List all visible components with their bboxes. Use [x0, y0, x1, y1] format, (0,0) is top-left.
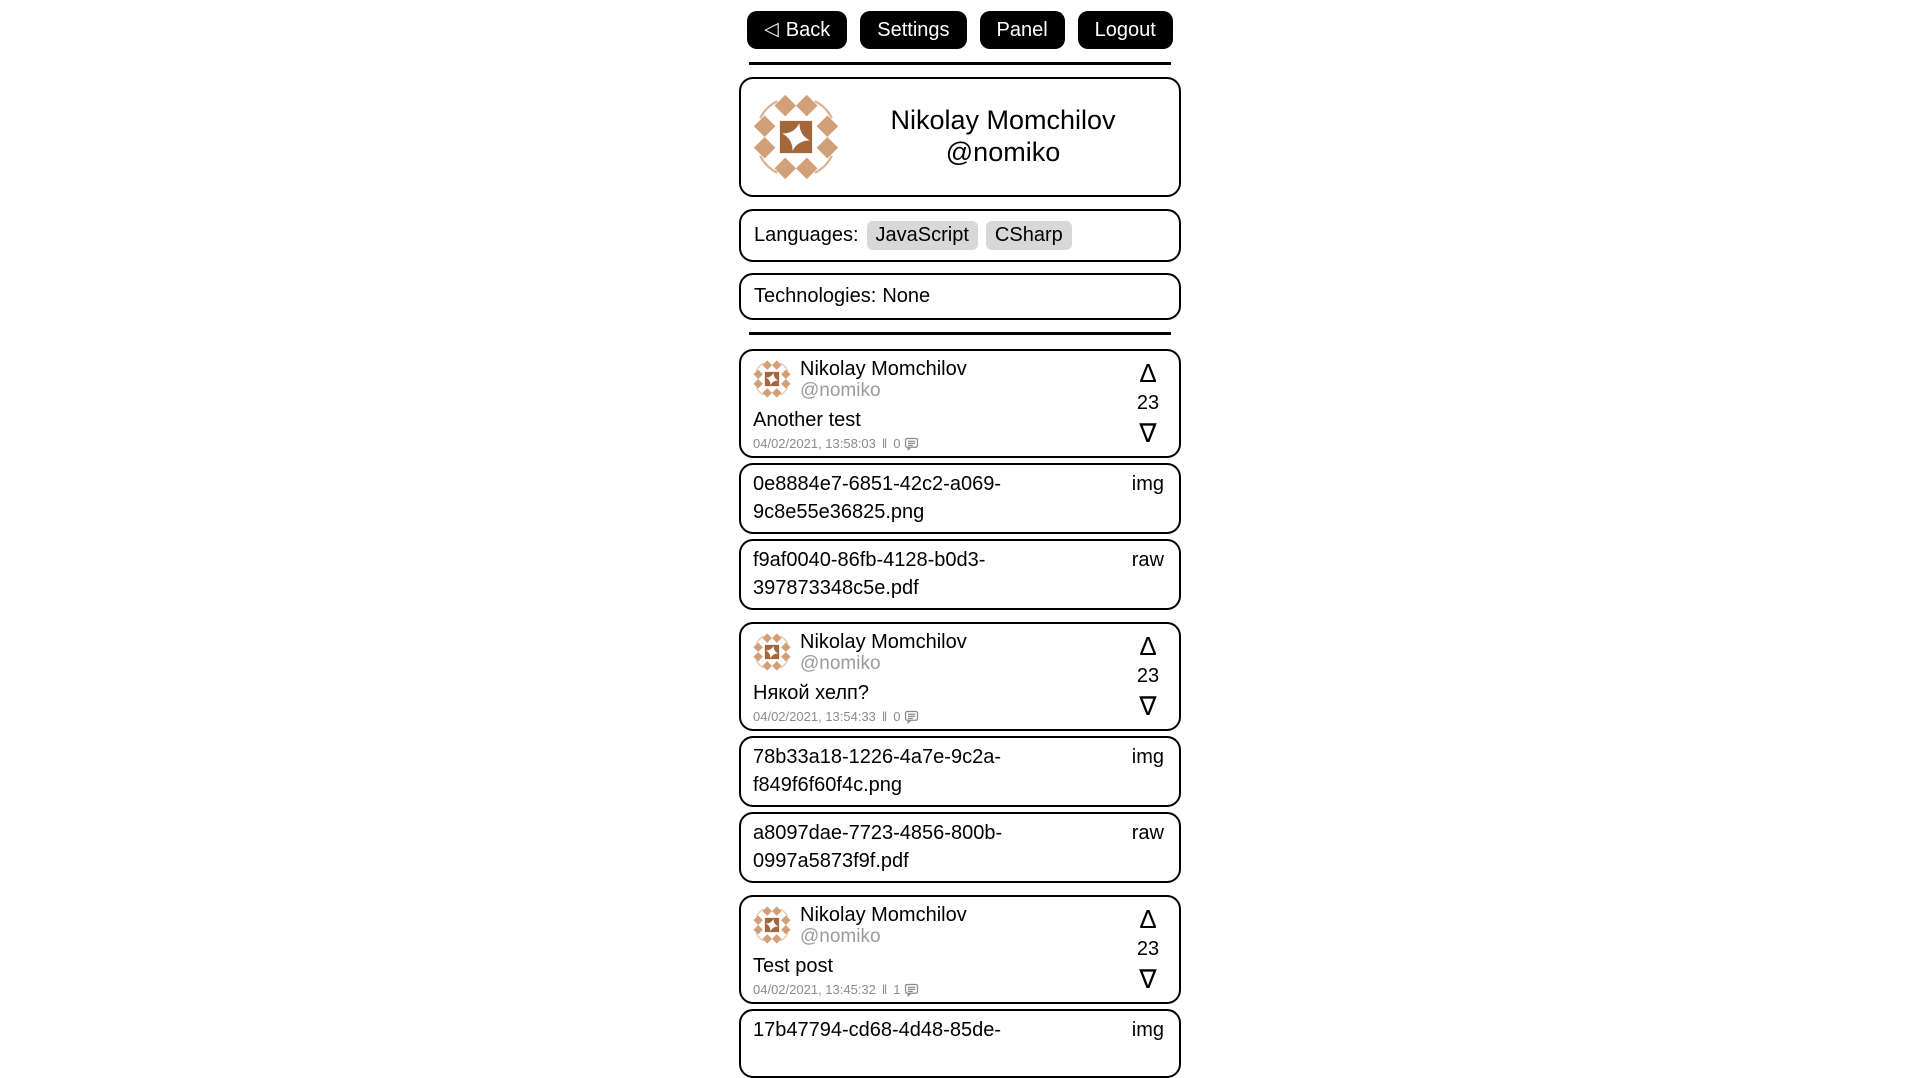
logout-button[interactable]	[1078, 11, 1173, 49]
meta-separator: ‖	[881, 982, 888, 997]
language-badge: CSharp	[986, 221, 1072, 250]
meta-separator: ‖	[881, 436, 888, 451]
attachment-type: img	[1131, 746, 1164, 768]
vote-column	[1125, 904, 1171, 997]
upvote-icon[interactable]: Δ	[1139, 631, 1157, 661]
profile-name: Nikolay Momchilov	[890, 105, 1116, 136]
post-meta	[753, 709, 1125, 724]
post-author-name: Nikolay Momchilov	[800, 904, 967, 926]
panel-label: Panel	[996, 19, 1048, 41]
post-timestamp: 04/02/2021, 13:45:32	[753, 982, 876, 997]
attachment-filename: 0e8884e7-6851-42c2-a069-9c8e55e36825.png	[753, 473, 1001, 523]
vote-count: 23	[1136, 391, 1160, 414]
post-author-avatar	[753, 633, 791, 671]
post-title: Някой хелп?	[753, 682, 869, 704]
post-author-avatar	[753, 906, 791, 944]
post-timestamp: 04/02/2021, 13:54:33	[753, 709, 876, 724]
post-main	[753, 631, 1125, 724]
post-header	[753, 904, 1125, 947]
technologies-card	[739, 273, 1181, 320]
attachment-filename: a8097dae-7723-4856-800b-0997a5873f9f.pdf	[753, 822, 1003, 872]
settings-button[interactable]	[860, 11, 966, 49]
comment-count	[893, 982, 918, 997]
attachment-filename: 78b33a18-1226-4a7e-9c2a-f849f6f60f4c.png	[753, 746, 1001, 796]
vote-count: 23	[1136, 664, 1160, 687]
back-label: Back	[785, 19, 831, 41]
post-meta	[753, 436, 1125, 451]
post-timestamp: 04/02/2021, 13:58:03	[753, 436, 876, 451]
attachment-type: raw	[1131, 549, 1164, 571]
attachment-card[interactable]	[739, 463, 1181, 534]
comment-count-value: 0	[893, 436, 901, 451]
comment-count-value: 1	[893, 982, 901, 997]
upvote-icon[interactable]: Δ	[1139, 358, 1157, 388]
post-card[interactable]	[739, 349, 1181, 458]
languages-card	[739, 209, 1181, 262]
comment-icon	[904, 983, 919, 997]
downvote-icon[interactable]: ∇	[1139, 691, 1157, 721]
profile-names	[839, 105, 1167, 168]
comment-icon	[904, 437, 919, 451]
back-icon: ◁	[764, 18, 779, 40]
meta-separator: ‖	[881, 709, 888, 724]
downvote-icon[interactable]: ∇	[1139, 964, 1157, 994]
post-group	[739, 895, 1181, 1078]
language-badge: JavaScript	[867, 221, 978, 250]
top-divider	[749, 62, 1171, 65]
post-author-handle: @nomiko	[800, 653, 881, 674]
post-title: Another test	[753, 409, 861, 431]
attachment-card[interactable]	[739, 539, 1181, 610]
post-author-handle: @nomiko	[800, 926, 881, 947]
main-column	[739, 0, 1181, 1078]
post-title: Test post	[753, 955, 834, 977]
post-author-name: Nikolay Momchilov	[800, 631, 967, 653]
settings-label: Settings	[877, 19, 950, 41]
post-group	[739, 349, 1181, 610]
post-author-name: Nikolay Momchilov	[800, 358, 967, 380]
languages-label: Languages:	[754, 224, 859, 246]
technologies-label: Technologies:	[754, 285, 877, 307]
upvote-icon[interactable]: Δ	[1139, 904, 1157, 934]
attachment-card[interactable]	[739, 1009, 1181, 1078]
vote-column	[1125, 631, 1171, 724]
post-header	[753, 358, 1125, 401]
top-nav	[739, 11, 1181, 49]
post-group	[739, 622, 1181, 883]
panel-button[interactable]	[980, 11, 1065, 49]
post-card[interactable]	[739, 622, 1181, 731]
comment-count-value: 0	[893, 709, 901, 724]
attachment-filename: 17b47794-cd68-4d48-85de-	[753, 1019, 1001, 1041]
post-main	[753, 358, 1125, 451]
comment-count	[893, 436, 918, 451]
attachment-filename: f9af0040-86fb-4128-b0d3-397873348c5e.pdf	[753, 549, 986, 599]
post-author-avatar	[753, 360, 791, 398]
downvote-icon[interactable]: ∇	[1139, 418, 1157, 448]
profile-card	[739, 77, 1181, 197]
profile-avatar	[753, 94, 839, 180]
comment-icon	[904, 710, 919, 724]
post-card[interactable]	[739, 895, 1181, 1004]
logout-label: Logout	[1094, 19, 1156, 41]
post-author-handle: @nomiko	[800, 380, 881, 401]
technologies-value: None	[882, 285, 931, 307]
profile-handle: @nomiko	[945, 137, 1061, 167]
vote-count: 23	[1136, 937, 1160, 960]
back-button[interactable]	[747, 11, 847, 49]
comment-count	[893, 709, 918, 724]
vote-column	[1125, 358, 1171, 451]
attachment-card[interactable]	[739, 812, 1181, 883]
attachment-type: img	[1131, 473, 1164, 495]
post-main	[753, 904, 1125, 997]
attachment-type: img	[1131, 1019, 1164, 1041]
attachment-card[interactable]	[739, 736, 1181, 807]
post-meta	[753, 982, 1125, 997]
post-header	[753, 631, 1125, 674]
posts-divider	[749, 332, 1171, 335]
attachment-type: raw	[1131, 822, 1164, 844]
